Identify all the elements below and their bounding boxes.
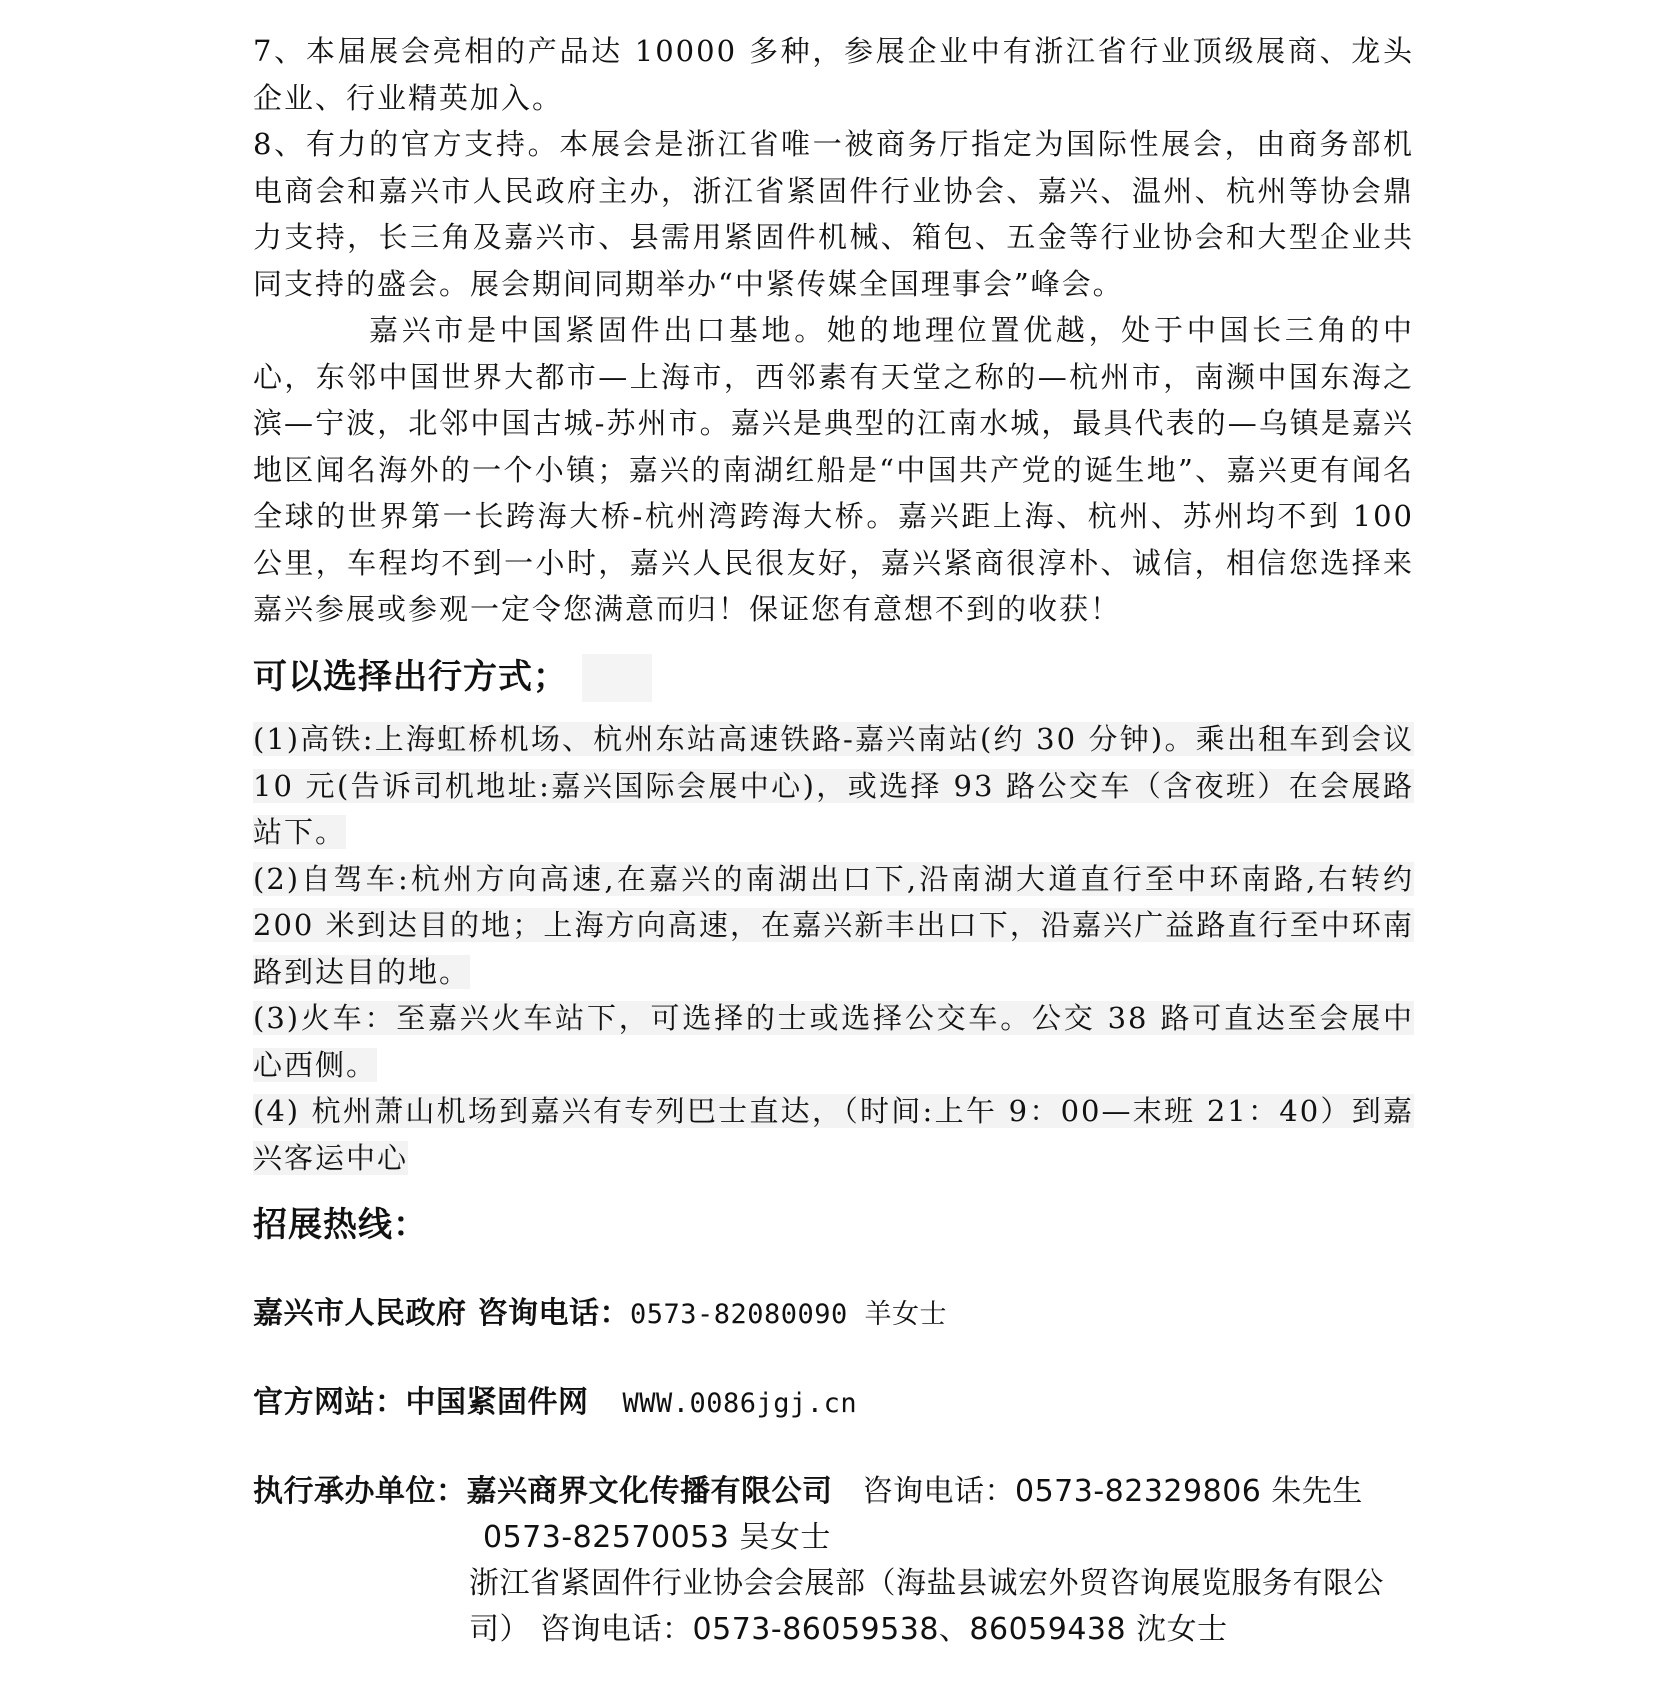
contact-gov-phone: 0573-82080090 羊女士	[629, 1299, 948, 1330]
travel-option-high-speed-rail: (1)高铁:上海虹桥机场、杭州东站高速铁路-嘉兴南站(约 30 分钟)。乘出租车到会议 10 元(告诉司机地址:嘉兴国际会展中心)，或选择 93 路公交车（含夜班）在会展路站下。	[253, 722, 1414, 849]
website-link[interactable]: WWW.0086jgj.cn	[622, 1388, 858, 1419]
paragraph-item-8: 8、有力的官方支持。本展会是浙江省唯一被商务厅指定为国际性展会，由商务部机电商会和嘉兴市人民政府主办，浙江省紧固件行业协会、嘉兴、温州、杭州等协会鼎力支持，长三角及嘉兴市、县需用紧固件机械、箱包、五金等行业协会和大型企业共同支持的盛会。展会期间同期举办“中紧传媒全国理事会”峰会。	[253, 127, 1414, 301]
travel-option-train: (3)火车：至嘉兴火车站下，可选择的士或选择公交车。公交 38 路可直达至会展中心西侧。	[253, 1001, 1414, 1082]
contact-gov	[253, 1291, 1414, 1338]
paragraph-item-7: 7、本届展会亮相的产品达 10000 多种，参展企业中有浙江省行业顶级展商、龙头企业、行业精英加入。	[253, 34, 1414, 115]
contact-organizer-phone2: 0573-82570053 吴女士	[483, 1520, 831, 1555]
contact-organizer-phone1: 咨询电话：0573-82329806 朱先生	[862, 1474, 1363, 1509]
travel-option-self-drive: (2)自驾车:杭州方向高速,在嘉兴的南湖出口下,沿南湖大道直行至中环南路,右转约 200 米到达目的地；上海方向高速，在嘉兴新丰出口下，沿嘉兴广益路直行至中环南路到达目的地。	[253, 861, 1414, 989]
travel-heading-text: 可以选择出行方式；	[253, 656, 568, 697]
travel-option-airport-bus: (4) 杭州萧山机场到嘉兴有专列巴士直达，（时间:上午 9：00—末班 21：40）到嘉兴客运中心	[253, 1094, 1414, 1175]
hotline-heading: 招展热线：	[253, 1205, 428, 1245]
contact-website-label: 官方网站：中国紧固件网	[253, 1385, 589, 1420]
travel-options-list	[253, 716, 1414, 1181]
contact-organizer	[253, 1469, 1414, 1515]
contact-association: 浙江省紧固件行业协会会展部（海盐县诚宏外贸咨询展览服务有限公司） 咨询电话：0573-86059538、86059438 沈女士	[469, 1566, 1384, 1647]
travel-heading	[253, 653, 1414, 703]
contact-website	[253, 1380, 1414, 1427]
contact-gov-label: 嘉兴市人民政府 咨询电话：	[253, 1296, 630, 1331]
heading-highlight-box	[582, 654, 652, 702]
contact-organizer-label: 执行承办单位：嘉兴商界文化传播有限公司	[253, 1474, 833, 1509]
paragraph-jiaxing-intro: 嘉兴市是中国紧固件出口基地。她的地理位置优越，处于中国长三角的中心，东邻中国世界大都市—上海市，西邻素有天堂之称的—杭州市，南濒中国东海之滨—宁波，北邻中国古城-苏州市。嘉兴是典型的江南水城，最具代表的—乌镇是嘉兴地区闻名海外的一个小镇；嘉兴的南湖红船是“中国共产党的诞生地”、嘉兴更有闻名全球的世界第一长跨海大桥-杭州湾跨海大桥。嘉兴距上海、杭州、苏州均不到 100 公里，车程均不到一小时，嘉兴人民很友好，嘉兴紧商很淳朴、诚信，相信您选择来嘉兴参展或参观一定令您满意而归！保证您有意想不到的收获！	[253, 313, 1414, 626]
